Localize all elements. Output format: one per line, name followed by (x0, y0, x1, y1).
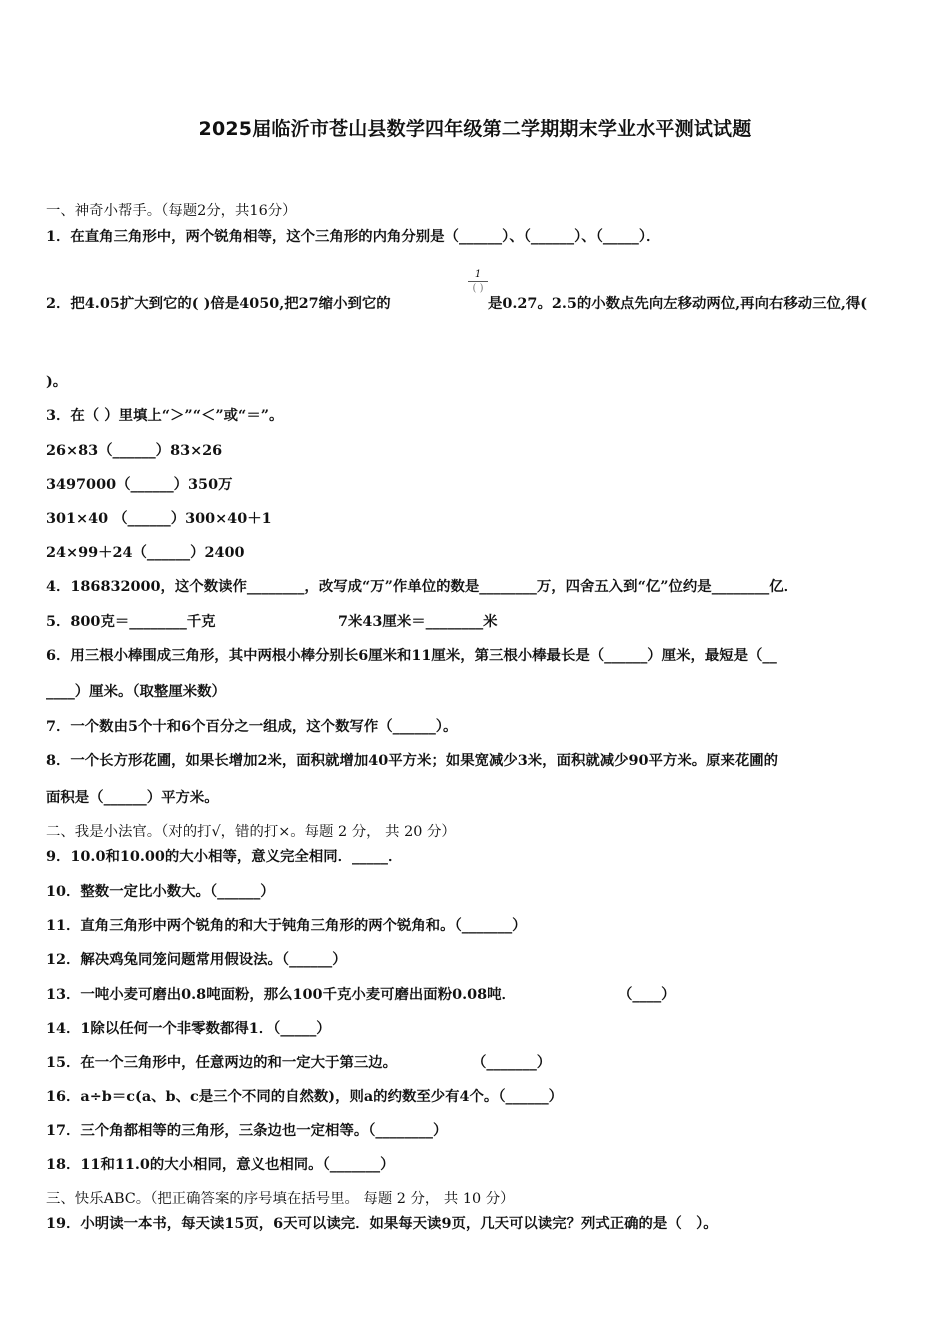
question-9: 9．10.0和10.00的大小相等，意义完全相同．_____． (46, 848, 403, 865)
question-6-line-1: 6．用三根小棒围成三角形，其中两根小棒分别长6厘米和11厘米，第三根小棒最长是（______）厘米，最短是（__ (46, 647, 777, 664)
question-4: 4．186832000，这个数读作________，改写成“万”作单位的数是________万，四舍五入到“亿”位约是________亿． (46, 578, 799, 595)
question-11: 11．直角三角形中两个锐角的和大于钝角三角形的两个锐角和。（_______） (46, 917, 527, 934)
section-heading-1: 一、神奇小帮手。（每题2分，共16分） (46, 203, 297, 219)
question-3: 3．在（ ）里填上“＞”“＜”或“＝”。 (46, 407, 284, 424)
fraction-numerator: 1 (474, 269, 482, 280)
question-2-part-1: 2．把4.05扩大到它的( )倍是4050,把27缩小到它的 (46, 295, 391, 312)
question-13-text: 13．一吨小麦可磨出0.8吨面粉，那么100千克小麦可磨出面粉0.08吨． (46, 986, 516, 1003)
page-title: 2025届临沂市苍山县数学四年级第二学期期末学业水平测试试题 (198, 118, 752, 140)
question-14: 14．1除以任何一个非零数都得1．（_____） (46, 1020, 331, 1037)
question-6-line-2: ____）厘米。（取整厘米数） (46, 683, 226, 700)
question-2-part-3: )。 (46, 373, 68, 390)
fraction-bar (468, 281, 488, 282)
question-3d: 24×99＋24（______）2400 (46, 544, 245, 561)
question-17: 17．三个角都相等的三角形，三条边也一定相等。（________） (46, 1122, 448, 1139)
fraction (466, 269, 490, 294)
question-13-blank: （____） (618, 986, 676, 1003)
question-5-part-1: 5．800克＝________千克 (46, 613, 216, 630)
question-5-part-2: 7米43厘米＝________米 (338, 613, 498, 630)
question-12: 12．解决鸡兔同笼问题常用假设法。（______） (46, 951, 347, 968)
question-18: 18．11和11.0的大小相同，意义也相同。（_______） (46, 1156, 395, 1173)
question-1: 1．在直角三角形中，两个锐角相等，这个三角形的内角分别是（______）、（______）、（_____）． (46, 228, 661, 245)
question-7: 7．一个数由5个十和6个百分之一组成，这个数写作（______）。 (46, 718, 458, 735)
question-3b: 3497000（______）350万 (46, 476, 233, 493)
question-16: 16．a÷b＝c(a、b、c是三个不同的自然数)，则a的约数至少有4个。（______） (46, 1088, 564, 1105)
fraction-denominator: ( ) (472, 283, 484, 294)
question-3c: 301×40 （______）300×40＋1 (46, 510, 272, 527)
question-2-part-2: 是0.27。2.5的小数点先向左移动两位,再向右移动三位,得( (488, 295, 868, 312)
question-15-text: 15．在一个三角形中，任意两边的和一定大于第三边。 (46, 1054, 398, 1071)
question-10: 10．整数一定比小数大。（______） (46, 883, 275, 900)
question-19: 19．小明读一本书，每天读15页，6天可以读完．如果每天读9页，几天可以读完？列式正确的是（ ）。 (46, 1215, 718, 1232)
section-heading-2: 二、我是小法官。（对的打√，错的打×。每题 2 分， 共 20 分） (46, 824, 456, 840)
question-15-blank: （_______） (472, 1054, 552, 1071)
question-3a: 26×83（______）83×26 (46, 442, 223, 459)
question-8-line-2: 面积是（______）平方米。 (46, 789, 219, 806)
section-heading-3: 三、快乐ABC。（把正确答案的序号填在括号里。 每题 2 分， 共 10 分） (46, 1191, 515, 1207)
question-8-line-1: 8．一个长方形花圃，如果长增加2米，面积就增加40平方米；如果宽减少3米，面积就减少90平方米。原来花圃的 (46, 752, 779, 769)
